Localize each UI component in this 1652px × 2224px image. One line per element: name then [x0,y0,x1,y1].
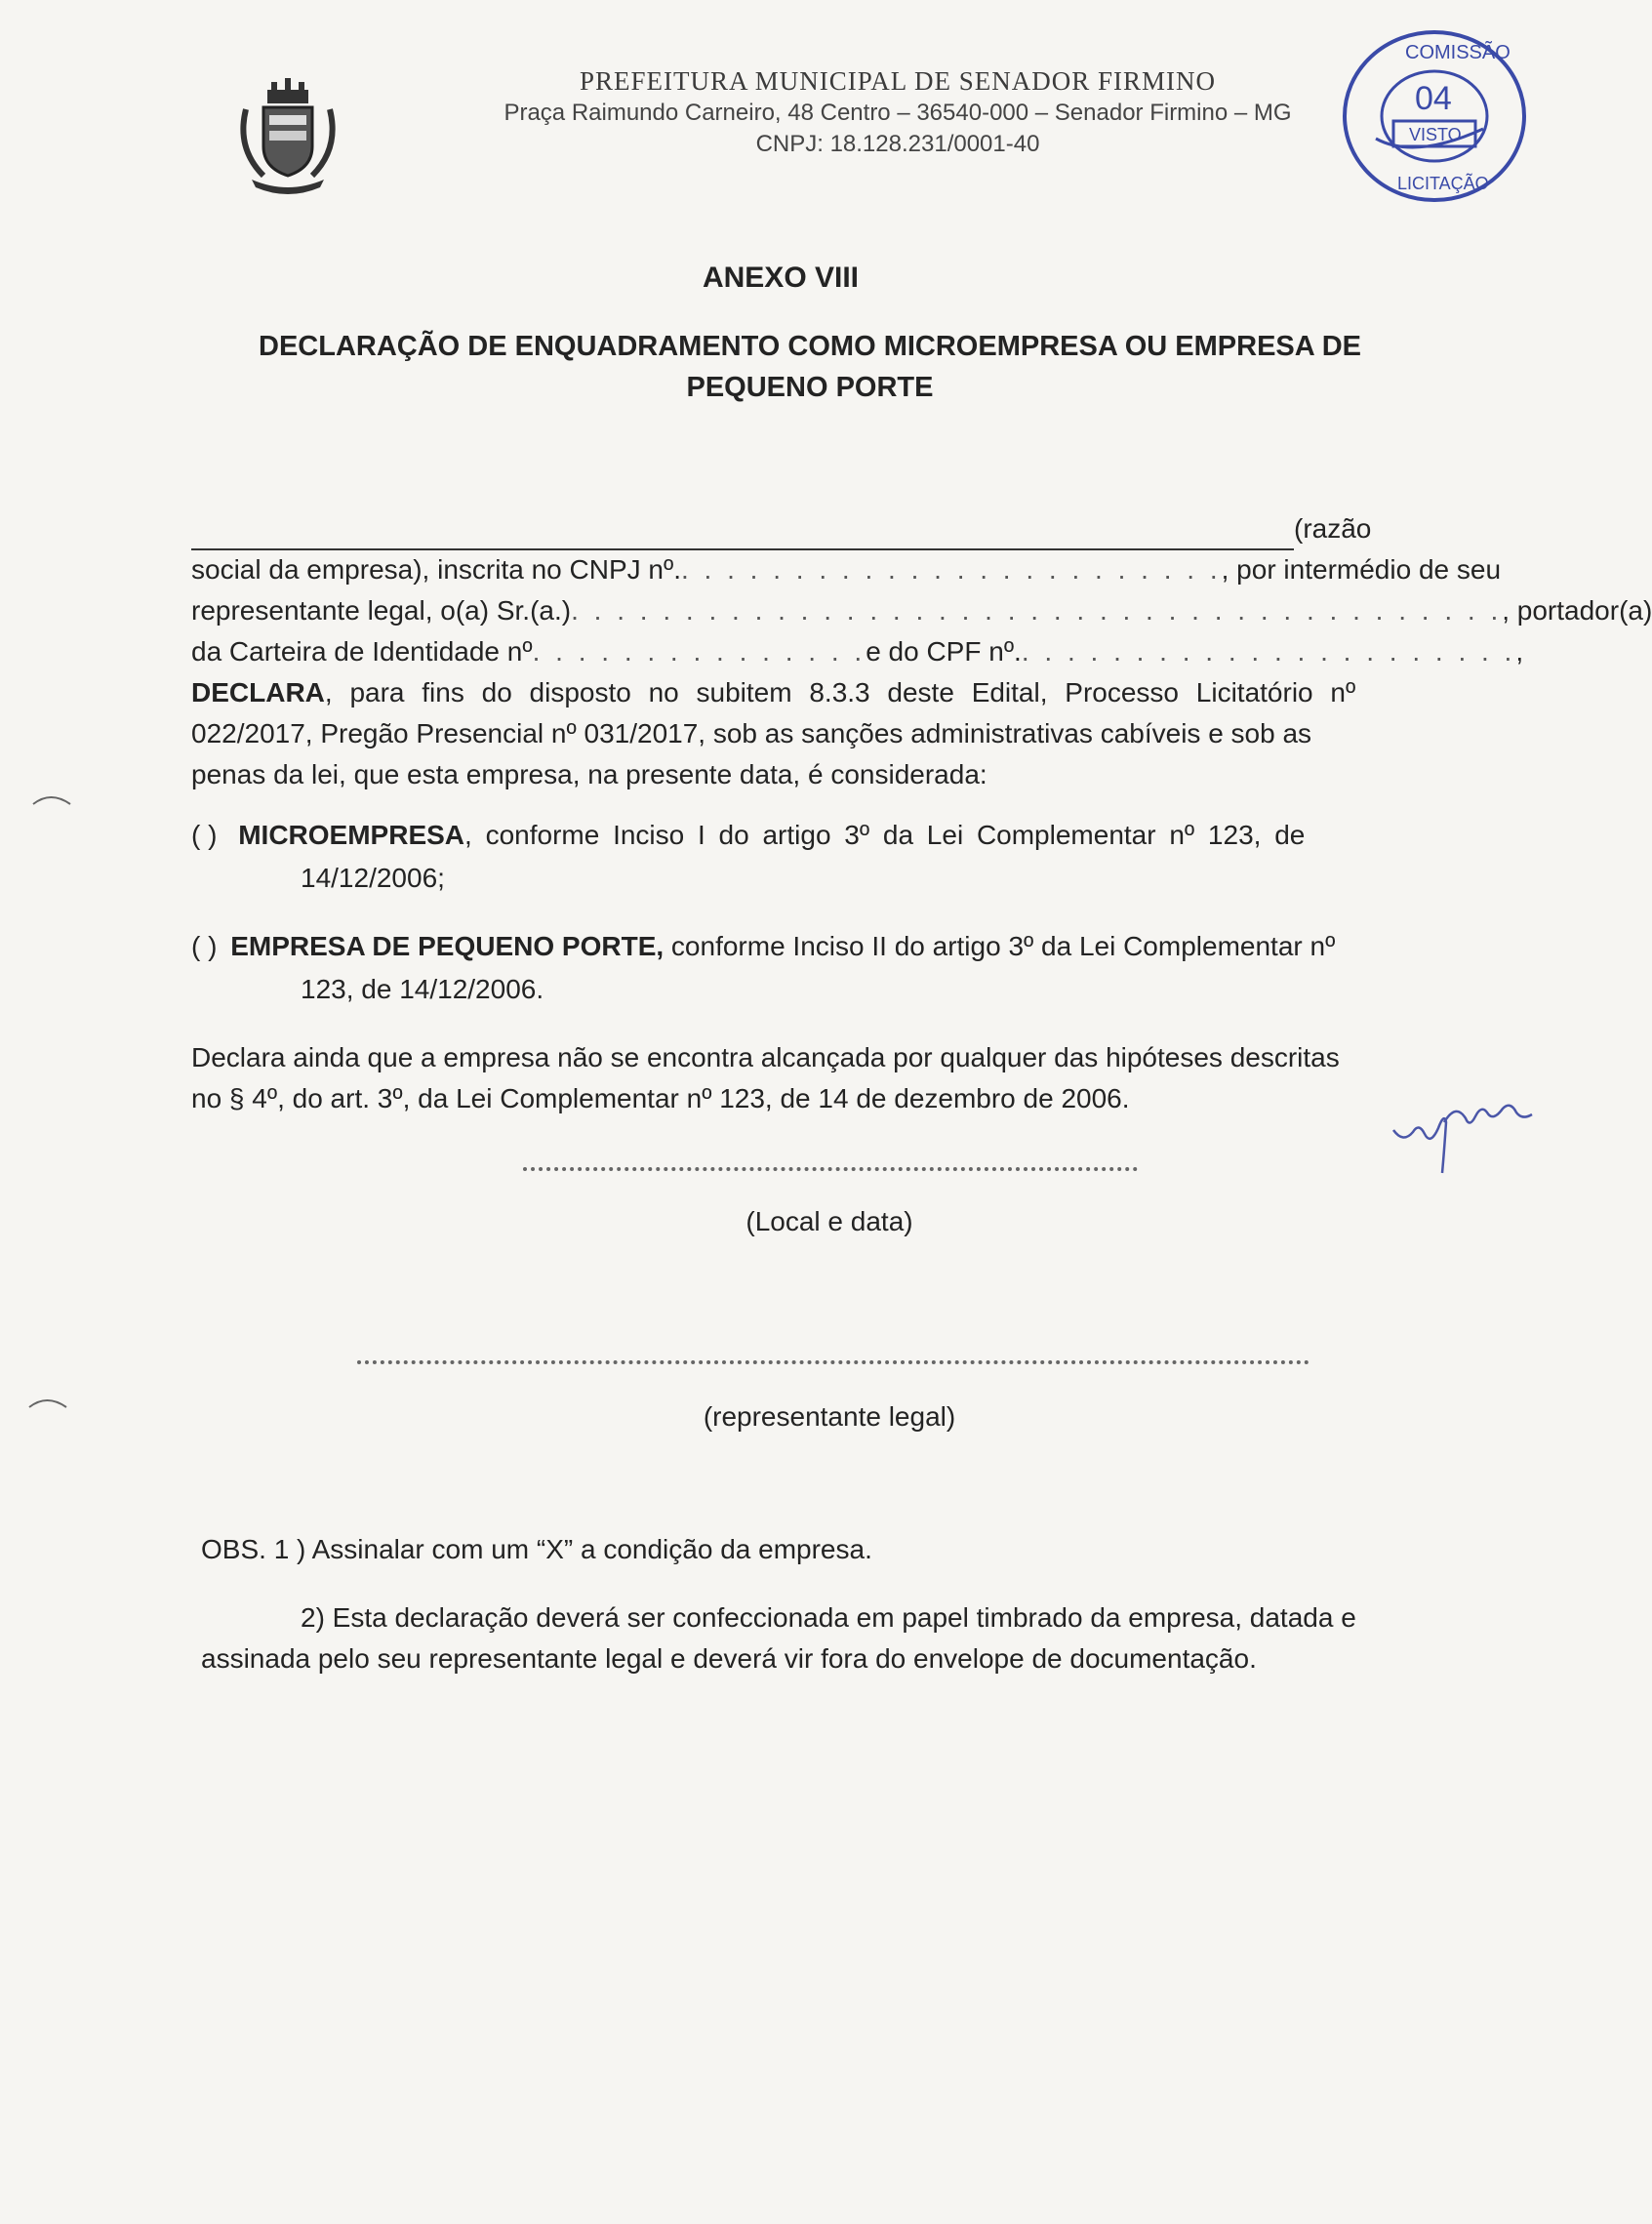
epp-text: conforme Inciso II do artigo 3º da Lei Complementar nº [664,931,1336,961]
id-blank[interactable]: . . . . . . . . . . . . . . . [532,636,866,667]
option-epp [191,931,1335,962]
letterhead [420,64,1376,160]
microempresa-date: 14/12/2006; [301,863,445,893]
considered-line: penas da lei, que esta empresa, na presente data, é considerada: [191,759,987,789]
stamp-visto: VISTO [1409,125,1462,144]
stamp-bottom-text: LICITAÇÃO [1397,174,1489,193]
intermediary-label: , por intermédio de seu [1221,554,1502,585]
cnpj-line [191,554,1502,593]
margin-hole-mark [27,1392,70,1411]
also-declares-line2: no § 4º, do art. 3º, da Lei Complementar nº 123, de 14 de dezembro de 2006. [191,1083,1130,1113]
option-microempresa [191,820,1305,851]
obs-1: OBS. 1 ) Assinalar com um “X” a condição da empresa. [201,1534,872,1564]
microempresa-text: , conforme Inciso I do artigo 3º da Lei Complementar nº 123, de [464,820,1306,850]
epp-checkbox[interactable]: ( ) [191,931,218,961]
microempresa-checkbox[interactable]: ( ) [191,820,218,850]
declaration-title: DECLARAÇÃO DE ENQUADRAMENTO COMO MICROEMPRESA OU EMPRESA DE PEQUENO PORTE [259,331,1361,403]
obs-2-line1: 2) Esta declaração deverá ser confeccionada em papel timbrado da empresa, datada e [301,1602,1356,1633]
also-declares-line1: Declara ainda que a empresa não se encontra alcançada por qualquer das hipóteses descritas [191,1042,1340,1072]
id-label: da Carteira de Identidade nº [191,636,533,667]
representative-signature-label: (representante legal) [703,1401,956,1432]
cpf-label: e do CPF nº. [866,636,1022,667]
institution-name: PREFEITURA MUNICIPAL DE SENADOR FIRMINO [579,66,1217,96]
obs-2-line2: assinada pelo seu representante legal e deverá vir fora do envelope de documentação. [201,1643,1257,1674]
declara-label: DECLARA [191,677,325,708]
declara-text: , para fins do disposto no subitem 8.3.3 deste Edital, Processo Licitatório nº [324,677,1356,708]
representative-label: representante legal, o(a) Sr.(a.) [191,595,572,626]
id-line [191,636,1524,675]
microempresa-label: MICROEMPRESA [238,820,465,850]
declaration-body [191,513,1652,789]
margin-hole-mark [31,789,74,808]
cnpj-blank[interactable]: . . . . . . . . . . . . . . . . . . . . . . . . [680,554,1222,585]
cnpj-label: social da empresa), inscrita no CNPJ nº. [191,554,681,585]
handwritten-signature [1386,1083,1551,1181]
stamp-top-text: COMISSÃO [1405,42,1511,63]
representative-signature-blank[interactable] [357,1356,1310,1364]
company-name-blank[interactable] [191,548,1294,550]
local-date-label: (Local e data) [745,1206,913,1236]
bearer-label: , portador(a) [1502,595,1652,626]
commission-stamp [1337,23,1532,209]
declara-line [191,677,1462,716]
local-date-blank[interactable] [523,1163,1138,1171]
epp-label: EMPRESA DE PEQUENO PORTE, [230,931,665,961]
representative-line [191,595,1652,634]
razao-label: (razão [1294,513,1372,544]
institution-address: Praça Raimundo Carneiro, 48 Centro – 36540-000 – Senador Firmino – MG [504,100,1292,126]
stamp-number: 04 [1415,80,1452,117]
comma: , [1515,636,1524,667]
representative-blank[interactable]: . . . . . . . . . . . . . . . . . . . . . . . . . . . . . . . . . . . . . . . . . [571,595,1503,626]
institution-cnpj: CNPJ: 18.128.231/0001-40 [755,131,1040,157]
cpf-blank[interactable]: . . . . . . . . . . . . . . . . . . . . . . [1021,636,1516,667]
coat-of-arms-icon [234,70,342,197]
process-line: 022/2017, Pregão Presencial nº 031/2017, sob as sanções administrativas cabíveis e sob as [191,718,1312,748]
epp-date: 123, de 14/12/2006. [301,974,544,1004]
annex-title: ANEXO VIII [702,262,860,294]
company-name-line [191,513,1462,552]
